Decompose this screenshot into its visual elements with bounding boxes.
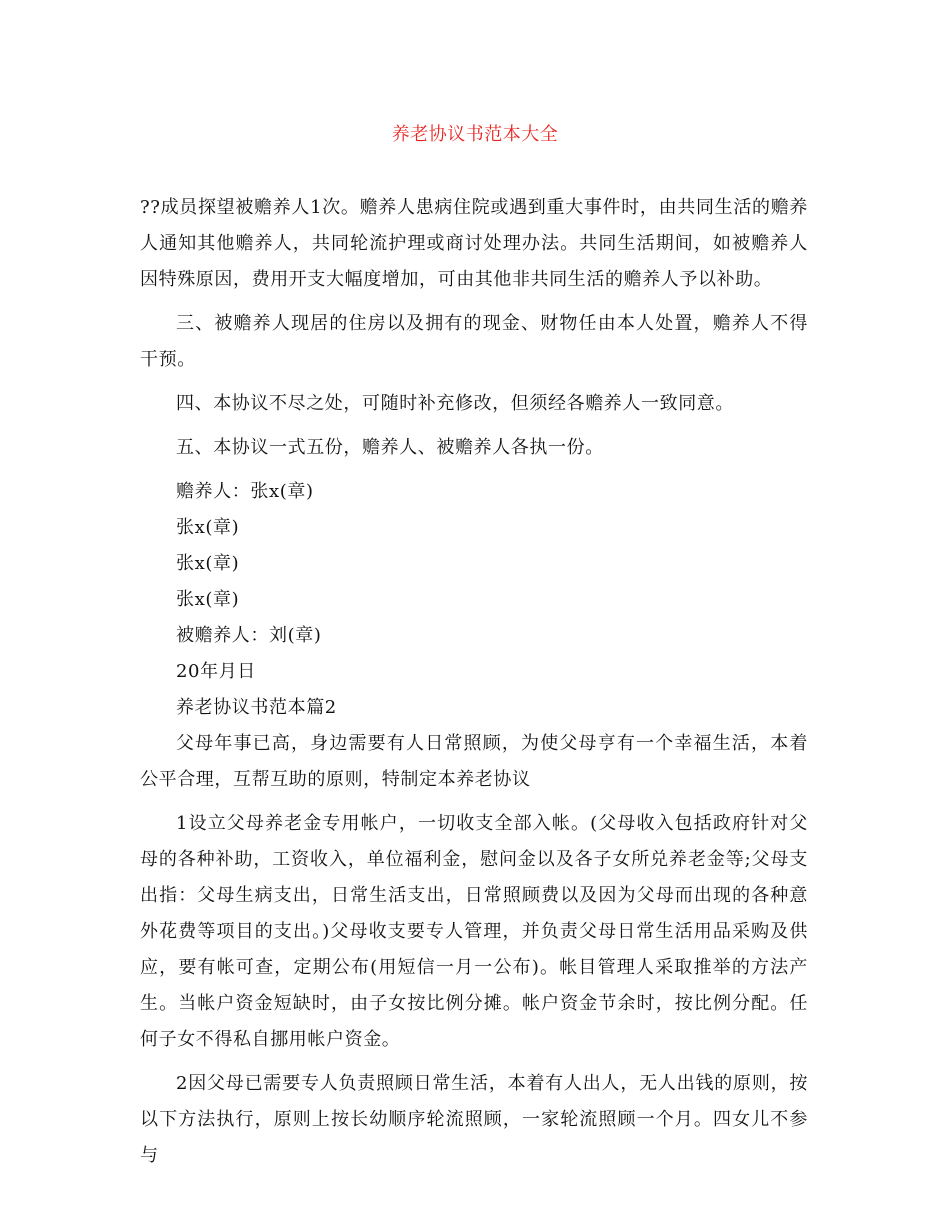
paragraph-section2-item-1: 1设立父母养老金专用帐户，一切收支全部入帐。(父母收入包括政府针对父母的各种补助，工资收入，单位福利金，慰问金以及各子女所兑养老金等;父母支出指：父母生病支出，日常生活支出，日常照顾费以及因为父母而出现的各种意外花费等项目的支出。)父母收支要专人管理，并负责父母日常生活用品采购及供应，要有帐可查，定期公布(用短信一月一公布)。帐目管理人采取推举的方法产生。当帐户资金短缺时，由子女按比例分摊。帐户资金节余时，按比例分配。任何子女不得私自挪用帐户资金。 xyxy=(140,813,808,1050)
paragraph-clause-5: 五、本协议一式五份，赡养人、被赡养人各执一份。 xyxy=(176,437,604,458)
paragraph-continuation: ??成员探望被赡养人1次。赡养人患病住院或遇到重大事件时，由共同生活的赡养人通知其他赡养人，共同轮流护理或商讨处理办法。共同生活期间，如被赡养人因特殊原因，费用开支大幅度增加，可由其他非共同生活的赡养人予以补助。 xyxy=(140,197,808,290)
signature-supporter-2: 张x(章) xyxy=(176,517,240,538)
document-title: 养老协议书范本大全 xyxy=(391,124,559,145)
paragraph-section2-item-2: 2因父母已需要专人负责照顾日常生活，本着有人出人，无人出钱的原则，按以下方法执行，原则上按长幼顺序轮流照顾，一家轮流照顾一个月。四女儿不参与 xyxy=(140,1073,808,1166)
section-heading-2: 养老协议书范本篇2 xyxy=(176,697,337,718)
signature-date: 20年月日 xyxy=(176,661,256,682)
paragraph-clause-4: 四、本协议不尽之处，可随时补充修改，但须经各赡养人一致同意。 xyxy=(176,393,734,414)
signature-supported: 被赡养人：刘(章) xyxy=(176,625,322,646)
signature-supporter-1: 赡养人：张x(章) xyxy=(176,481,314,502)
paragraph-clause-3: 三、被赡养人现居的住房以及拥有的现金、财物任由本人处置，赡养人不得干预。 xyxy=(140,313,808,370)
signature-supporter-3: 张x(章) xyxy=(176,553,240,574)
document-body xyxy=(140,190,808,1182)
paragraph-section2-intro: 父母年事已高，身边需要有人日常照顾，为使父母亨有一个幸福生活，本着公平合理，互帮互助的原则，特制定本养老协议 xyxy=(140,733,808,790)
signature-supporter-4: 张x(章) xyxy=(176,589,240,610)
